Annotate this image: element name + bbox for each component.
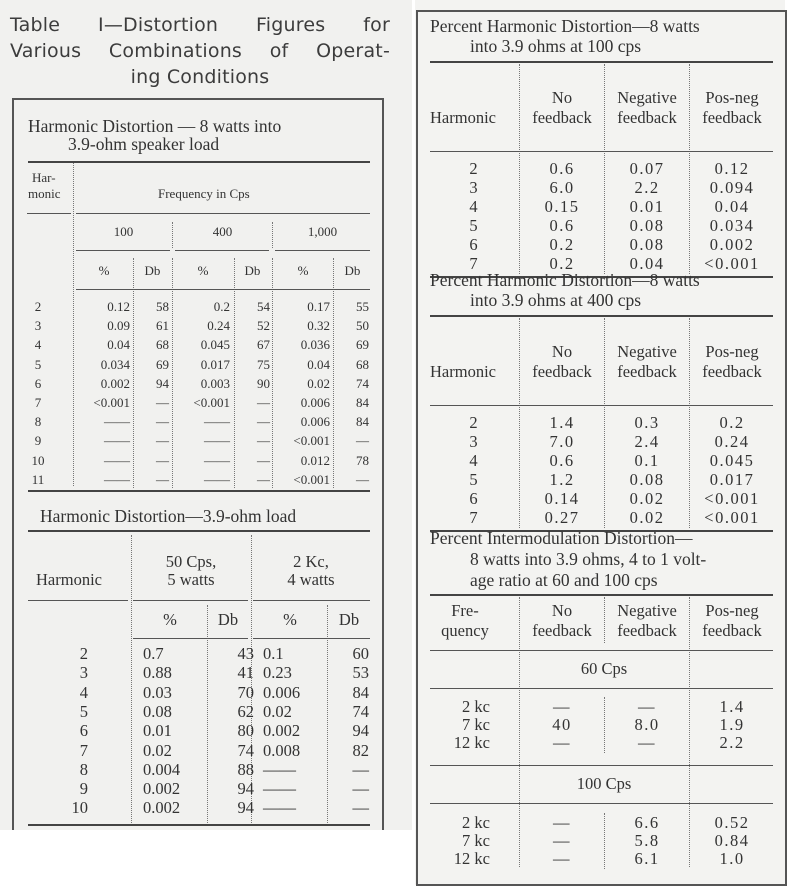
value-cell: 2.4 <box>634 432 660 451</box>
divider <box>172 222 173 248</box>
header-pn-fb-2: feedback <box>702 362 762 381</box>
value-cell: 0.02 <box>629 489 665 508</box>
value-cell: —— <box>204 433 230 449</box>
harmonic-cell: 6 <box>469 489 479 508</box>
value-cell: 78 <box>356 452 369 468</box>
value-cell: 41 <box>237 663 254 683</box>
value-cell: 50 <box>356 318 369 334</box>
pos-neg-feedback-cell: 2.2 <box>719 733 745 752</box>
rule <box>253 600 370 601</box>
value-cell: — <box>156 471 169 487</box>
value-cell: 0.002 <box>100 375 130 391</box>
header-no-fb-2: feedback <box>532 621 592 640</box>
caption-1: Percent Harmonic Distortion—8 watts <box>430 16 700 36</box>
value-cell: 0.008 <box>263 740 301 760</box>
value-cell: 0.094 <box>709 178 755 197</box>
value-cell: 0.03 <box>143 682 172 702</box>
header-no-fb-1: No <box>551 601 573 620</box>
value-cell: 0.012 <box>300 452 330 468</box>
value-cell: 0.15 <box>544 197 580 216</box>
value-cell: —— <box>204 471 230 487</box>
header-frequency-2: quency <box>441 621 489 640</box>
negative-feedback-cell: 8.0 <box>634 715 660 734</box>
value-cell: 84 <box>356 414 369 430</box>
pos-neg-feedback-cell: 0.84 <box>714 831 750 850</box>
freq-1000: 1,000 <box>307 224 338 239</box>
value-cell: 0.08 <box>629 216 665 235</box>
rule <box>430 650 773 651</box>
sub-header: % <box>98 263 110 278</box>
value-cell: — <box>356 433 369 449</box>
value-cell: 0.32 <box>307 318 330 334</box>
rule <box>28 530 370 532</box>
header-harmonic-2: monic <box>28 186 61 201</box>
rule <box>28 490 370 492</box>
table-e-caption-1: Percent Intermodulation Distortion— <box>430 528 693 548</box>
header-pn-fb-2: feedback <box>702 108 762 127</box>
value-cell: — <box>257 414 270 430</box>
frequency-cell: 7 kc <box>462 831 490 850</box>
header-no-fb-2: feedback <box>532 108 592 127</box>
no-feedback-cell: — <box>553 733 571 752</box>
rule <box>430 61 773 63</box>
harmonic-cell: 2 <box>469 413 479 432</box>
section-100cps-label: 100 Cps <box>576 774 632 793</box>
table-b-caption: Harmonic Distortion—3.9-ohm load <box>40 506 297 526</box>
rule <box>275 250 370 251</box>
value-cell: — <box>352 779 369 799</box>
value-cell: 90 <box>257 375 270 391</box>
rule <box>76 213 370 214</box>
value-cell: — <box>257 471 270 487</box>
rule <box>28 161 370 163</box>
value-cell: 61 <box>156 318 169 334</box>
value-cell: 0.3 <box>634 413 660 432</box>
value-cell: 43 <box>237 644 254 663</box>
pos-neg-feedback-cell: 1.4 <box>719 697 745 716</box>
value-cell: 74 <box>352 701 369 721</box>
value-cell: 0.08 <box>629 235 665 254</box>
value-cell: 62 <box>237 701 254 721</box>
sub-header: % <box>163 610 177 629</box>
value-cell: 94 <box>237 798 254 818</box>
value-cell: 0.01 <box>143 721 172 741</box>
sub-header: Db <box>217 610 239 629</box>
harmonic-cell: 3 <box>469 178 479 197</box>
value-cell: 52 <box>257 318 270 334</box>
sub-header: Db <box>144 263 161 278</box>
harmonic-cell: 4 <box>34 337 42 353</box>
value-cell: 0.02 <box>143 740 172 760</box>
value-cell: 0.002 <box>143 798 181 818</box>
frequency-cell: 12 kc <box>453 849 490 868</box>
value-cell: 0.07 <box>629 159 665 178</box>
harmonic-cell: 6 <box>79 721 88 741</box>
harmonic-cell: 3 <box>34 318 42 334</box>
rule <box>253 638 370 639</box>
value-cell: 0.045 <box>709 451 755 470</box>
value-cell: 0.1 <box>634 451 660 470</box>
negative-feedback-cell: 5.8 <box>634 831 660 850</box>
rule <box>76 250 170 251</box>
rule <box>430 405 773 406</box>
value-cell: 94 <box>237 779 254 799</box>
value-cell: 58 <box>156 299 169 314</box>
harmonic-cell: 2 <box>79 644 88 663</box>
harmonic-cell: 4 <box>79 682 88 702</box>
value-cell: 0.02 <box>263 701 292 721</box>
value-cell: 0.002 <box>263 721 301 741</box>
sub-header: Db <box>338 610 360 629</box>
table-title <box>10 12 390 90</box>
group-50cps-line2: 5 watts <box>167 570 215 589</box>
value-cell: — <box>156 433 169 449</box>
header-neg-fb-1: Negative <box>617 88 677 107</box>
sub-header: % <box>297 263 309 278</box>
value-cell: —— <box>263 798 296 818</box>
negative-feedback-cell: 6.1 <box>634 849 660 868</box>
harmonic-cell: 6 <box>469 235 479 254</box>
value-cell: 0.034 <box>100 356 130 372</box>
rule <box>430 803 773 804</box>
value-cell: 0.02 <box>629 508 665 527</box>
harmonic-cell: 5 <box>469 470 479 489</box>
value-cell: 0.6 <box>549 451 575 470</box>
header-neg-fb-2: feedback <box>617 362 677 381</box>
header-pn-fb-1: Pos-neg <box>705 601 759 620</box>
value-cell: 70 <box>237 682 254 702</box>
table-e-caption-3: age ratio at 60 and 100 cps <box>470 570 658 590</box>
rule <box>133 600 248 601</box>
value-cell: 0.04 <box>714 197 750 216</box>
value-cell: 0.04 <box>629 254 665 273</box>
harmonic-cell: 9 <box>34 433 42 449</box>
harmonic-cell: 8 <box>79 759 88 779</box>
harmonic-cell: 11 <box>31 471 45 487</box>
harmonic-cell: 8 <box>34 414 42 430</box>
rule <box>27 213 71 214</box>
harmonic-cell: 10 <box>31 452 45 468</box>
harmonic-cell: 5 <box>79 701 88 721</box>
header-harmonic: Harmonic <box>36 570 102 589</box>
harmonic-cell: 3 <box>79 663 88 683</box>
value-cell: 0.14 <box>544 489 580 508</box>
value-cell: <0.001 <box>704 489 760 508</box>
negative-feedback-cell: — <box>638 733 656 752</box>
value-cell: 55 <box>356 299 369 314</box>
value-cell: 0.6 <box>549 216 575 235</box>
value-cell: — <box>352 798 369 818</box>
value-cell: 0.08 <box>143 701 172 721</box>
header-pn-fb-1: Pos-neg <box>705 88 759 107</box>
value-cell: <0.001 <box>193 395 230 410</box>
harmonic-cell: 6 <box>34 375 42 391</box>
header-no-fb-2: feedback <box>532 362 592 381</box>
sub-header: % <box>197 263 209 278</box>
value-cell: 69 <box>156 356 169 372</box>
value-cell: —— <box>104 414 130 430</box>
header-frequency-group: Frequency in Cps <box>158 186 250 201</box>
rule <box>430 315 773 317</box>
harmonic-cell: 7 <box>79 740 88 760</box>
value-cell: 0.7 <box>143 644 164 663</box>
value-cell: 0.034 <box>709 216 755 235</box>
value-cell: 0.017 <box>200 356 230 372</box>
value-cell: 75 <box>257 356 270 372</box>
pos-neg-feedback-cell: 1.0 <box>719 849 745 868</box>
value-cell: 1.4 <box>549 413 575 432</box>
value-cell: <0.001 <box>93 395 130 410</box>
value-cell: 1.2 <box>549 470 575 489</box>
header-neg-fb-1: Negative <box>617 601 677 620</box>
value-cell: —— <box>104 452 130 468</box>
value-cell: 82 <box>352 740 369 760</box>
value-cell: 0.006 <box>263 682 301 702</box>
value-cell: 0.1 <box>263 644 284 663</box>
no-feedback-cell: — <box>553 849 571 868</box>
harmonic-cell: 3 <box>469 432 479 451</box>
divider <box>604 697 605 753</box>
group-2kc-line2: 4 watts <box>287 570 335 589</box>
value-cell: 53 <box>352 663 369 683</box>
value-cell: —— <box>104 433 130 449</box>
value-cell: 6.0 <box>549 178 575 197</box>
sub-header: % <box>283 610 297 629</box>
value-cell: 0.2 <box>719 413 745 432</box>
value-cell: 2.2 <box>634 178 660 197</box>
value-cell: — <box>156 414 169 430</box>
value-cell: — <box>257 452 270 468</box>
header-neg-fb-2: feedback <box>617 108 677 127</box>
value-cell: 0.2 <box>549 235 575 254</box>
value-cell: 0.2 <box>213 299 230 314</box>
section-60cps-label: 60 Cps <box>580 659 628 678</box>
title-line-2: Various Combinations of Operat- <box>10 40 390 62</box>
no-feedback-cell: — <box>553 831 571 850</box>
header-frequency-1: Fre- <box>451 601 479 620</box>
divider <box>272 222 273 248</box>
value-cell: 0.08 <box>629 470 665 489</box>
no-feedback-cell: — <box>553 813 571 832</box>
value-cell: 74 <box>237 740 254 760</box>
value-cell: 94 <box>156 375 169 391</box>
group-2kc-line1: 2 Kc, <box>293 552 329 571</box>
rule <box>430 594 773 596</box>
value-cell: 0.02 <box>307 375 330 391</box>
value-cell: 0.88 <box>143 663 172 683</box>
value-cell: 0.27 <box>544 508 580 527</box>
negative-feedback-cell: — <box>638 697 656 716</box>
header-harmonic: Harmonic <box>430 108 496 127</box>
pos-neg-feedback-cell: 1.9 <box>719 715 745 734</box>
value-cell: 0.12 <box>107 299 130 314</box>
caption-2: into 3.9 ohms at 100 cps <box>470 36 642 56</box>
value-cell: 0.23 <box>263 663 292 683</box>
rule <box>430 765 773 766</box>
table-a-caption-2: 3.9-ohm speaker load <box>68 134 220 154</box>
harmonic-cell: 7 <box>34 395 42 410</box>
no-feedback-cell: 40 <box>552 715 572 734</box>
harmonic-cell: 2 <box>34 299 42 314</box>
rule <box>175 250 269 251</box>
rule <box>28 600 128 601</box>
value-cell: 74 <box>356 375 369 391</box>
divider <box>604 597 605 643</box>
rule <box>430 688 773 689</box>
table-a-caption-1: Harmonic Distortion — 8 watts into <box>28 116 282 136</box>
value-cell: 0.04 <box>307 356 330 372</box>
frequency-cell: 7 kc <box>462 715 490 734</box>
caption-2: into 3.9 ohms at 400 cps <box>470 290 642 310</box>
value-cell: —— <box>204 414 230 430</box>
value-cell: 84 <box>352 682 369 702</box>
header-harmonic-1: Har- <box>32 170 56 185</box>
value-cell: <0.001 <box>293 471 330 487</box>
value-cell: <0.001 <box>293 433 330 449</box>
rule <box>76 289 370 290</box>
header-no-fb-1: No <box>551 342 573 361</box>
value-cell: —— <box>204 452 230 468</box>
value-cell: — <box>352 759 369 779</box>
divider <box>131 535 132 825</box>
value-cell: 0.01 <box>629 197 665 216</box>
header-no-fb-1: No <box>551 88 573 107</box>
value-cell: 0.6 <box>549 159 575 178</box>
value-cell: 0.2 <box>549 254 575 273</box>
sub-header: Db <box>244 263 261 278</box>
value-cell: 0.045 <box>200 337 230 353</box>
value-cell: 0.002 <box>709 235 755 254</box>
value-cell: —— <box>104 471 130 487</box>
harmonic-cell: 7 <box>469 508 479 527</box>
value-cell: 7.0 <box>549 432 575 451</box>
value-cell: 0.12 <box>714 159 750 178</box>
value-cell: 0.04 <box>107 337 130 353</box>
pos-neg-feedback-cell: 0.52 <box>714 813 750 832</box>
value-cell: 60 <box>352 644 369 663</box>
value-cell: 0.17 <box>307 299 330 314</box>
rule <box>133 638 248 639</box>
freq-400: 400 <box>212 224 233 239</box>
value-cell: — <box>257 433 270 449</box>
table-e-caption-2: 8 watts into 3.9 ohms, 4 to 1 volt- <box>470 549 707 569</box>
value-cell: 88 <box>237 759 254 779</box>
value-cell: 0.004 <box>143 759 181 779</box>
harmonic-cell: 2 <box>469 159 479 178</box>
title-line-1: Table I—Distortion Figures for <box>10 14 390 36</box>
frequency-cell: 12 kc <box>453 733 490 752</box>
value-cell: 0.006 <box>300 414 330 430</box>
value-cell: 0.036 <box>300 337 330 353</box>
sub-header: Db <box>344 263 361 278</box>
value-cell: —— <box>263 779 296 799</box>
harmonic-cell: 5 <box>34 356 42 372</box>
frequency-cell: 2 kc <box>462 697 490 716</box>
value-cell: — <box>156 395 169 410</box>
value-cell: 0.017 <box>709 470 755 489</box>
group-50cps-line1: 50 Cps, <box>165 552 217 571</box>
title-line-3: ing Conditions <box>130 66 270 88</box>
value-cell: 69 <box>356 337 369 353</box>
header-neg-fb-1: Negative <box>617 342 677 361</box>
value-cell: — <box>257 395 270 410</box>
value-cell: <0.001 <box>704 508 760 527</box>
value-cell: —— <box>263 759 296 779</box>
value-cell: 94 <box>352 721 369 741</box>
header-pn-fb-2: feedback <box>702 621 762 640</box>
value-cell: 0.006 <box>300 395 330 410</box>
value-cell: 0.09 <box>107 318 130 334</box>
value-cell: 0.24 <box>207 318 230 334</box>
value-cell: 0.002 <box>143 779 181 799</box>
header-neg-fb-2: feedback <box>617 621 677 640</box>
harmonic-cell: 7 <box>469 254 479 273</box>
no-feedback-cell: — <box>553 697 571 716</box>
rule <box>430 151 773 152</box>
negative-feedback-cell: 6.6 <box>634 813 660 832</box>
value-cell: 54 <box>257 299 270 314</box>
divider <box>604 813 605 869</box>
rule <box>28 824 370 826</box>
harmonic-cell: 5 <box>469 216 479 235</box>
value-cell: — <box>356 471 369 487</box>
value-cell: 0.24 <box>714 432 750 451</box>
value-cell: 0.003 <box>200 375 230 391</box>
value-cell: — <box>156 452 169 468</box>
header-pn-fb-1: Pos-neg <box>705 342 759 361</box>
value-cell: 68 <box>356 356 369 372</box>
header-harmonic: Harmonic <box>430 362 496 381</box>
value-cell: <0.001 <box>704 254 760 273</box>
harmonic-cell: 4 <box>469 197 479 216</box>
caption-1: Percent Harmonic Distortion—8 watts <box>430 270 700 290</box>
value-cell: 68 <box>156 337 169 353</box>
value-cell: 84 <box>356 395 369 410</box>
freq-100: 100 <box>113 224 134 239</box>
harmonic-cell: 9 <box>79 779 88 799</box>
harmonic-cell: 10 <box>71 798 88 818</box>
value-cell: 80 <box>237 721 254 741</box>
frequency-cell: 2 kc <box>462 813 490 832</box>
value-cell: 67 <box>257 337 270 353</box>
harmonic-cell: 4 <box>469 451 479 470</box>
